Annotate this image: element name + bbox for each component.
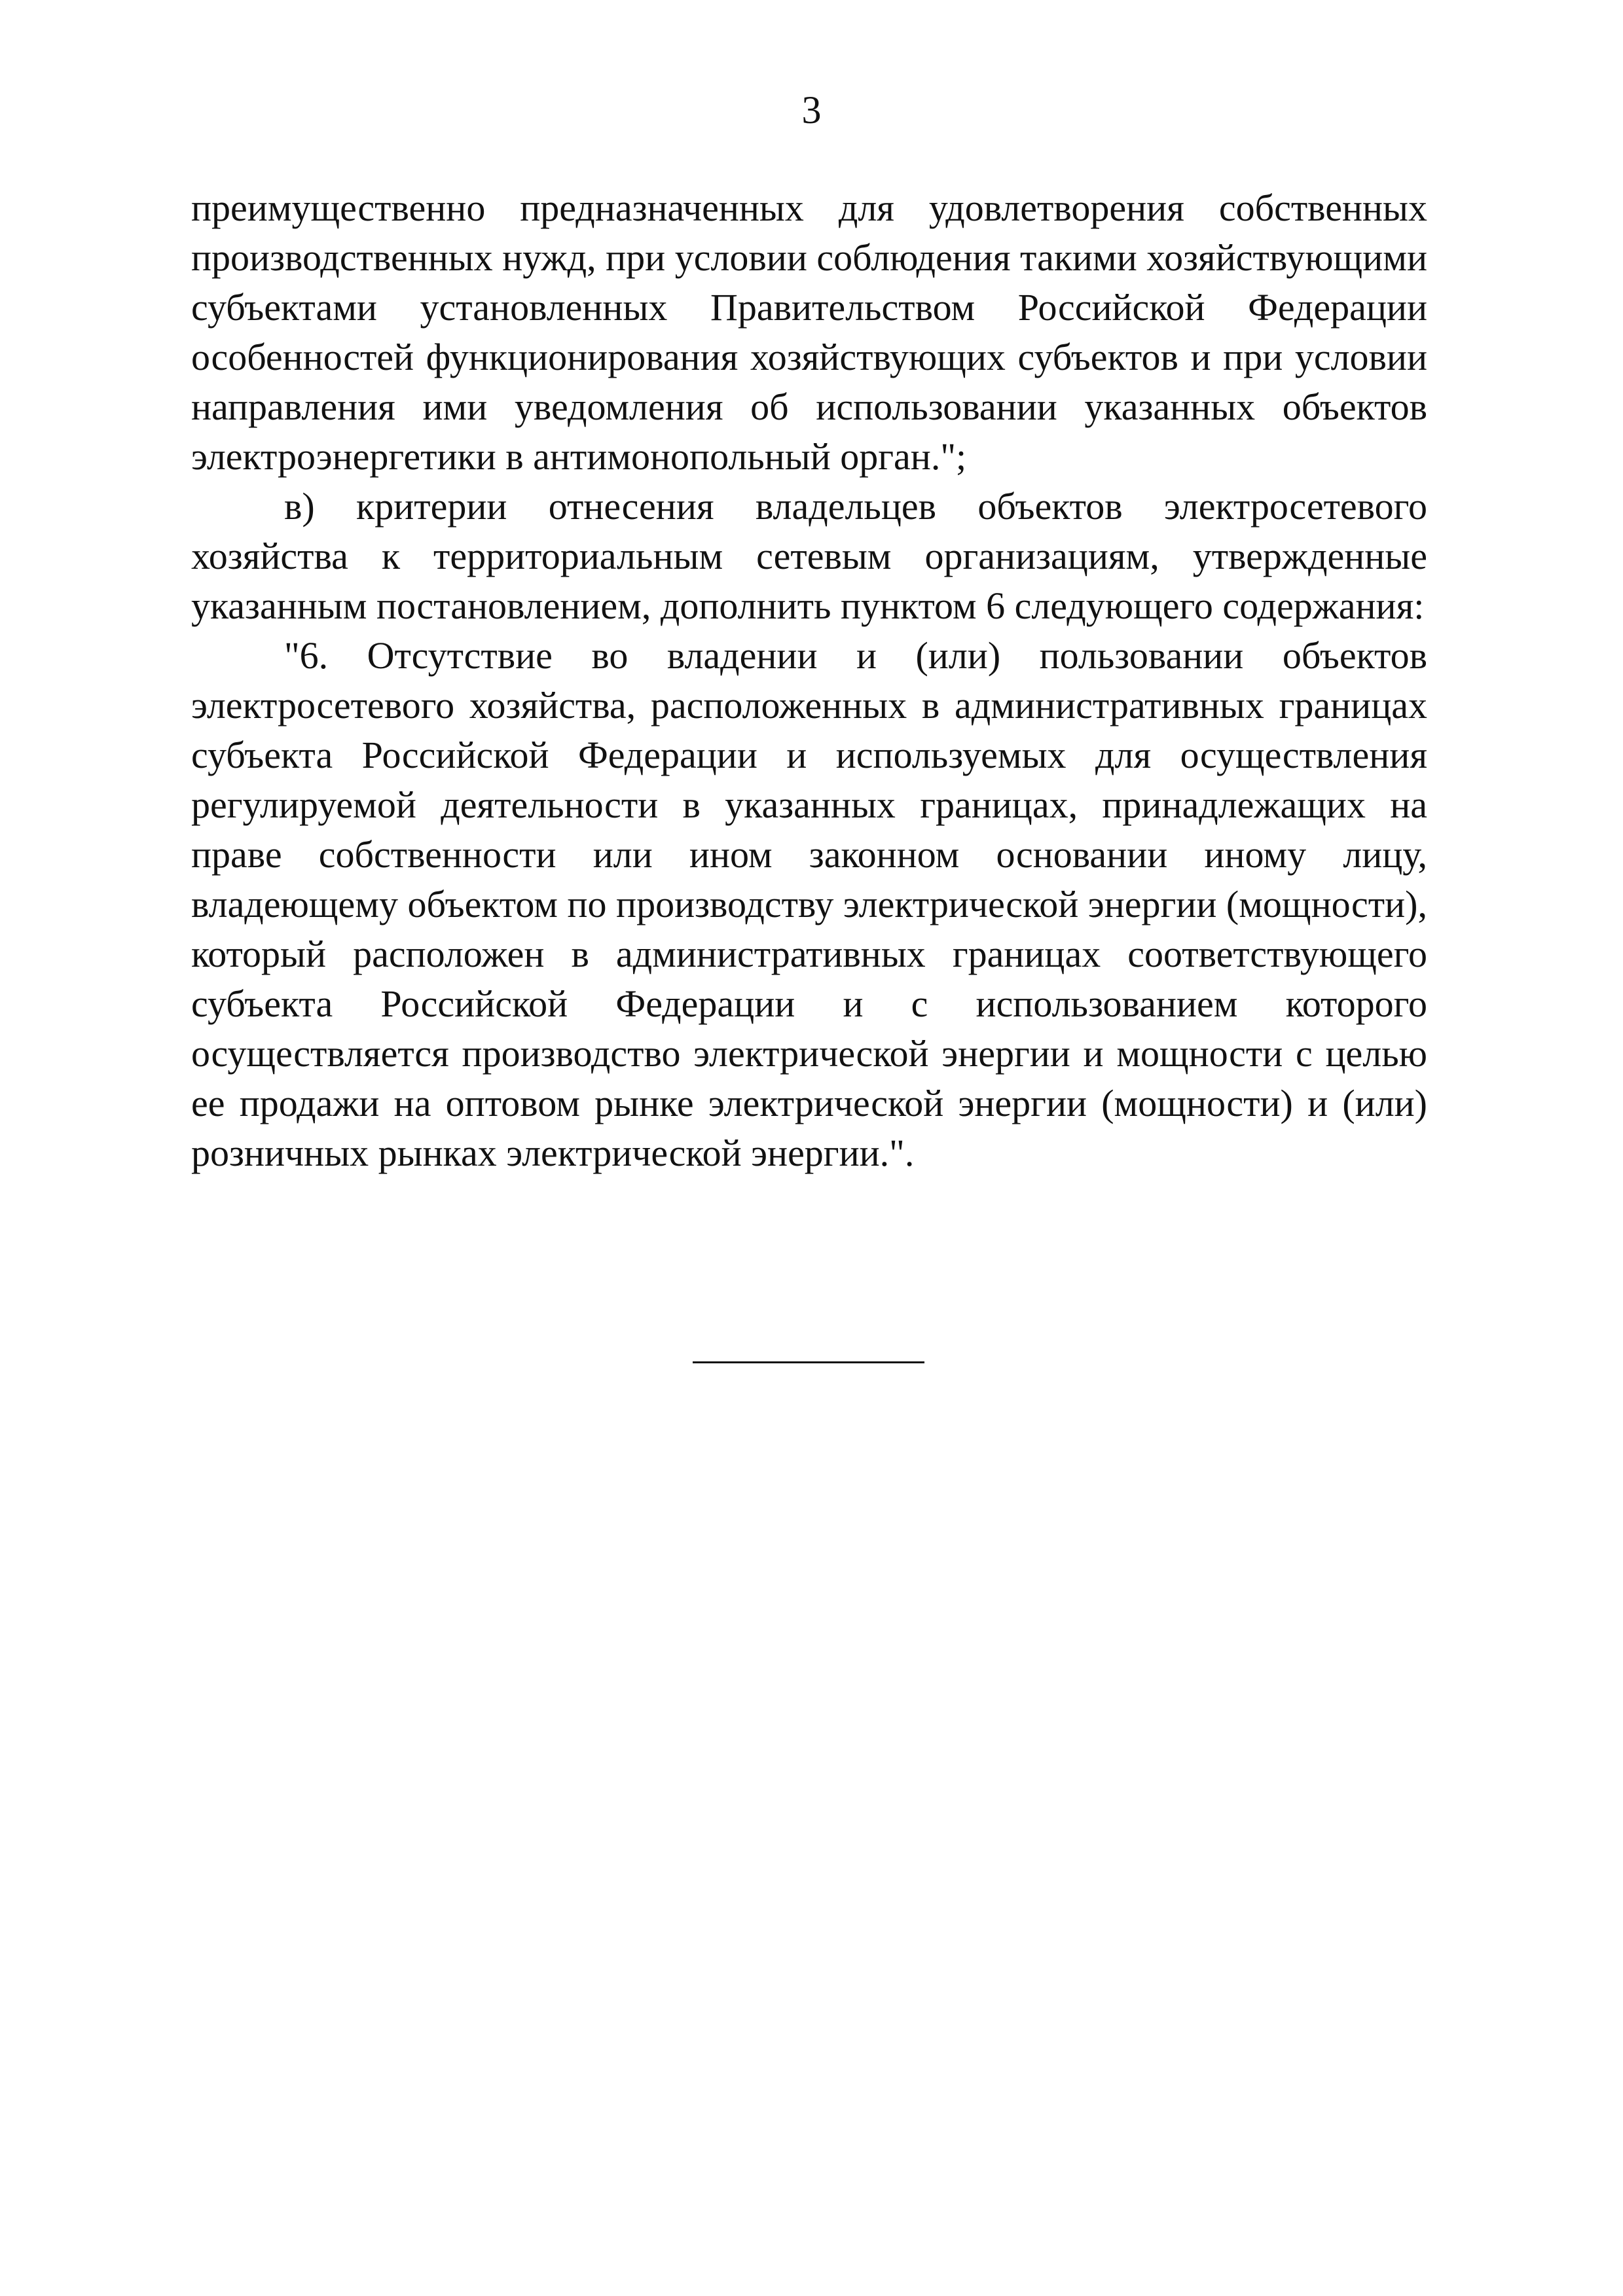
document-body — [191, 183, 1427, 1178]
paragraph-point-6: "6. Отсутствие во владении и (или) пользовании объектов электросетевого хозяйства, расположенных в административных границах субъекта Российской Федерации и используемых для осуществления регулируемой деятельности в указанных границах, принадлежащих на праве собственности или ином законном основании иному лицу, владеющему объектом по производству электрической энергии (мощности), который расположен в административных границах соответствующего субъекта Российской Федерации и с использованием которого осуществляется производство электрической энергии и мощности с целью ее продажи на оптовом рынке электрической энергии (мощности) и (или) розничных рынках электрической энергии.". — [191, 634, 1427, 1174]
paragraph-criteria: в) критерии отнесения владельцев объектов электросетевого хозяйства к территориальным сетевым организациям, утвержденные указанным постановлением, дополнить пунктом 6 следующего содержания: — [191, 485, 1427, 627]
closing-line-divider — [693, 1361, 924, 1363]
page-number: 3 — [801, 88, 822, 132]
paragraph-continuation: преимущественно предназначенных для удовлетворения собственных производственных нужд, при условии соблюдения такими хозяйствующими субъектами установленных Правительством Российской Федерации особенностей функционирования хозяйствующих субъектов и при условии направления ими уведомления об использовании указанных объектов электроэнергетики в антимонопольный орган."; — [191, 187, 1427, 478]
